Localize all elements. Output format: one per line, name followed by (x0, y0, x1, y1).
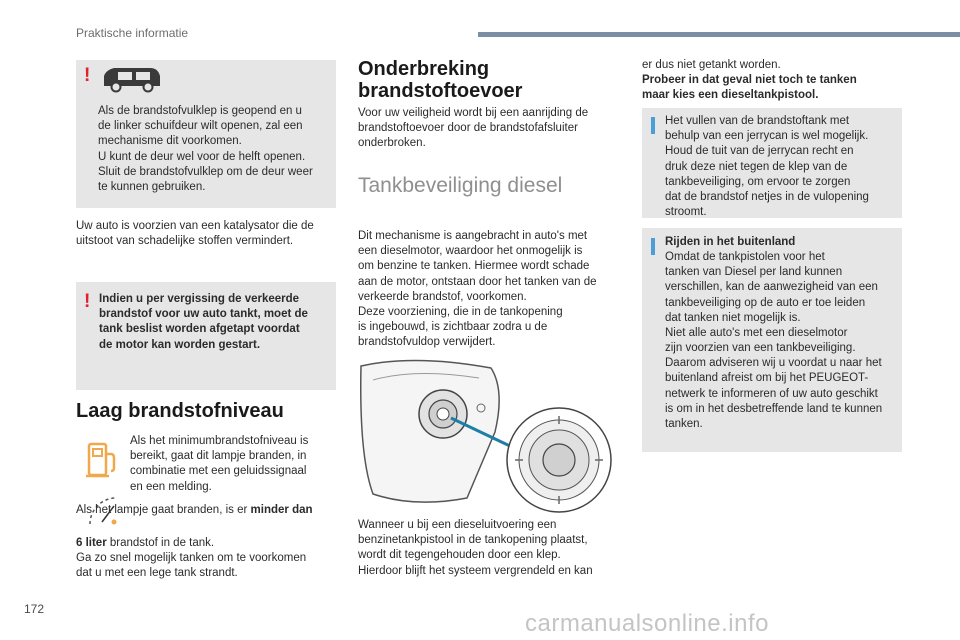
info-text-jerrycan: Het vullen van de brandstoftank met behulp van een jerrycan is wel mogelijk. Houd de tuit van de jerrycan recht en druk deze niet tegen de klep van de tankbeveiliging, om ervoor te zorgen dat de brandstof netjes in de vulopening stroomt. (665, 115, 869, 219)
page-number: 172 (24, 602, 45, 616)
watermark: carmanualsonline.info (525, 610, 769, 637)
liter-bold: 6 liter (76, 537, 107, 549)
paragraph-diesel: Dit mechanisme is aangebracht in auto's met een dieselmotor, waardoor het onmogelijk is om benzine te tanken. Hiermee wordt schade aan de motor, ontstaan door het tanken van de verkeerde brandstof, voorkomen. Deze voorziening, die in de tankopening is ingebouwd, is zichtbaar zodra u de brandstofvuldop verwijdert. (358, 230, 597, 349)
lamp-line (76, 503, 338, 518)
lamp-line-bold: minder dan (250, 504, 313, 516)
info-icon (651, 117, 655, 134)
warning-icon: ! (84, 65, 91, 86)
info-icon (651, 238, 655, 255)
section-title-fuel-cutoff: Onderbreking brandstoftoevoer (358, 58, 523, 103)
lamp-description: Als het minimumbrandstofniveau is bereikt, gaat dit lampje branden, in combinatie met een geluidssignaal en een melding. (130, 435, 309, 493)
warning-text-sliding-door: Als de brandstofvulklep is geopend en u de linker schuifdeur wilt openen, zal een mechanisme dit voorkomen. U kunt de deur wel voor de helft openen. Sluit de brandstofvulklep om de deur weer te kunnen gebruiken. (98, 105, 313, 193)
paragraph-continuation-bold: Probeer in dat geval niet toch te tanken maar kies een dieseltankpistool. (642, 74, 857, 102)
warning-icon: ! (84, 291, 91, 312)
running-header: Praktische informatie (76, 26, 189, 40)
info-text-abroad: Omdat de tankpistolen voor het tanken van Diesel per land kunnen verschillen, kan de aanwezigheid van een tankbeveiliging op de auto er toe leiden dat tanken niet mogelijk is. Niet alle auto's met een dieselmotor zijn voorzien van een tankbeveiliging. Daarom adviseren wij u voordat u naar het buitenland afreist om bij het PEUGEOT- netwerk te informeren of uw auto geschikt is om in het desbetreffende land te kunnen tanken. (665, 251, 883, 430)
lamp-line-text: Als het lampje gaat branden, is er (76, 504, 251, 516)
liter-line (76, 536, 338, 551)
header-bar (478, 32, 960, 37)
warning-text-wrong-fuel: Indien u per vergissing de verkeerde brandstof voor uw auto tankt, moet de tank beslist worden afgetapt voordat de motor kan worden gestart. (99, 293, 308, 351)
section-subtitle-diesel: Tankbeveiliging diesel (358, 174, 563, 197)
liter-more: Ga zo snel mogelijk tanken om te voorkomen dat u met een lege tank strandt. (76, 552, 307, 580)
paragraph-fuel-cutoff: Voor uw veiligheid wordt bij een aanrijding de brandstoftoevoer door de brandstofafsluiter onderbroken. (358, 107, 589, 150)
fuel-pump-icon (84, 440, 120, 480)
section-title-low-fuel: Laag brandstofniveau (76, 400, 284, 422)
info-title-abroad: Rijden in het buitenland (665, 236, 796, 248)
paragraph-diesel-bottom: Wanneer u bij een dieseluitvoering een benzinetankpistool in de tankopening plaatst, wordt dit tegengehouden door een klep. Hierdoor blijft het systeem vergrendeld en kan (358, 519, 593, 577)
paragraph-katalysator: Uw auto is voorzien van een katalysator die de uitstoot van schadelijke stoffen vermindert. (76, 220, 314, 248)
liter-rest: brandstof in de tank. (106, 537, 215, 549)
paragraph-continuation: er dus niet getankt worden. (642, 59, 781, 71)
diesel-filler-illustration (355, 356, 617, 516)
van-icon (100, 62, 164, 94)
